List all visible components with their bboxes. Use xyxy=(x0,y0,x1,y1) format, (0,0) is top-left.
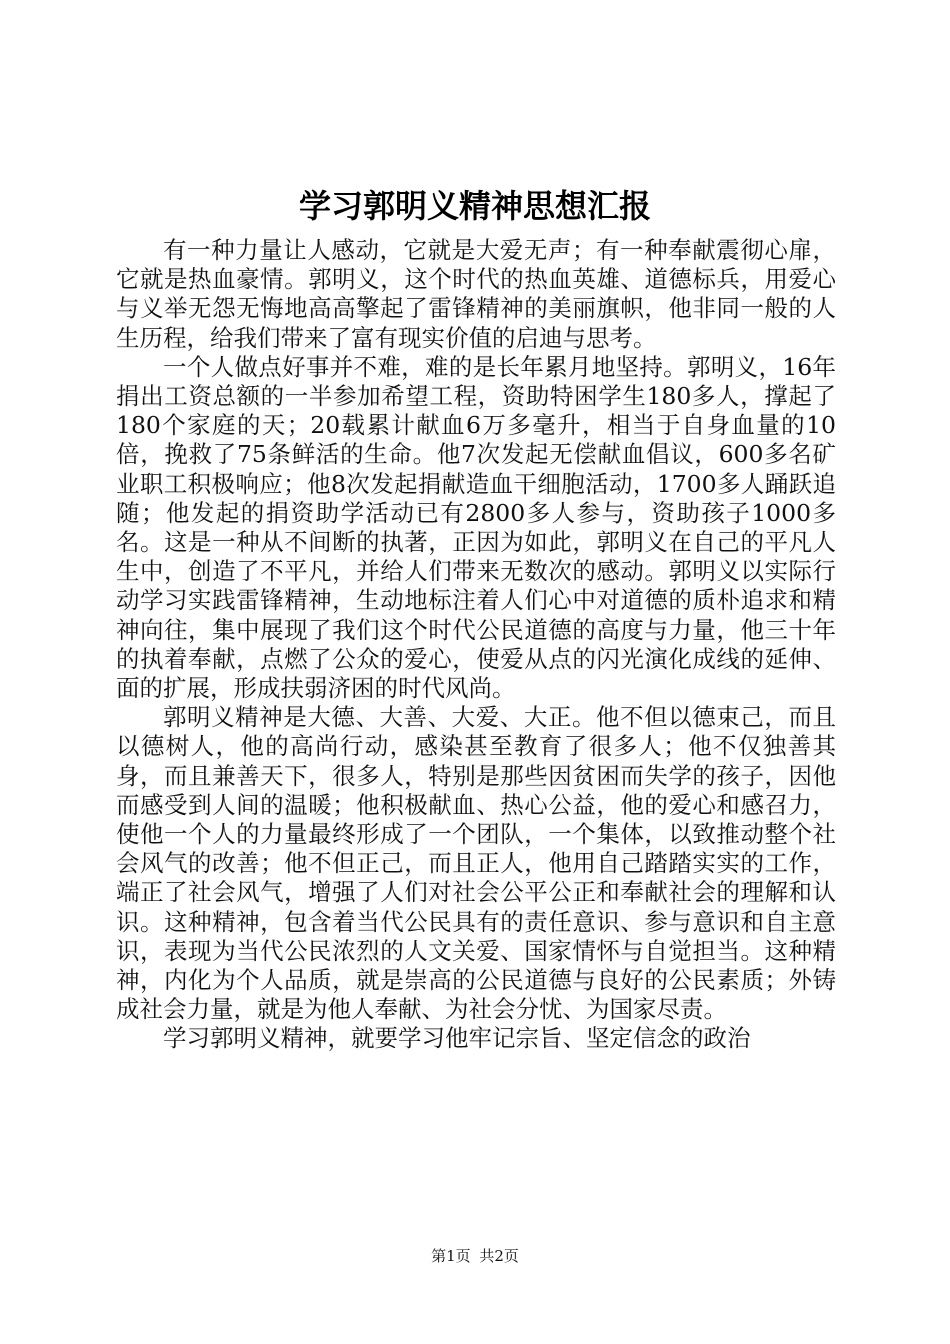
paragraph-4: 学习郭明义精神，就要学习他牢记宗旨、坚定信念的政治 xyxy=(163,1024,751,1053)
document-title: 学习郭明义精神思想汇报 xyxy=(298,187,651,225)
page-number-current: 第1页 xyxy=(431,1247,471,1265)
paragraph-2: 一个人做点好事并不难，难的是长年累月地坚持。郭明义，16年捐出工资总额的一半参加希望工程，资助特困学生180多人，撑起了180个家庭的天；20载累计献血6万多毫升，相当于自身血量的10倍，挽救了75条鲜活的生命。他7次发起无偿献血倡议，600多名矿业职工积极响应；他8次发起捐献造血干细胞活动，1700多人踊跃追随；他发起的捐资助学活动已有2800多人参与，资助孩子1000多名。这是一种从不间断的执著，正因为如此，郭明义在自己的平凡人生中，创造了不平凡，并给人们带来无数次的感动。郭明义以实际行动学习实践雷锋精神，生动地标注着人们心中对道德的质朴追求和精神向往，集中展现了我们这个时代公民道德的高度与力量，他三十年的执着奉献，点燃了公众的爱心，使爱从点的闪光演化成线的延伸、面的扩展，形成扶弱济困的时代风尚。 xyxy=(116,352,836,703)
paragraph-3: 郭明义精神是大德、大善、大爱、大正。他不但以德束己，而且以德树人，他的高尚行动，感染甚至教育了很多人；他不仅独善其身，而且兼善天下，很多人，特别是那些因贫困而失学的孩子，因他而感受到人间的温暖；他积极献血、热心公益，他的爱心和感召力，使他一个人的力量最终形成了一个团队，一个集体，以致推动整个社会风气的改善；他不但正己，而且正人，他用自己踏踏实实的工作，端正了社会风气，增强了人们对社会公平公正和奉献社会的理解和认识。这种精神，包含着当代公民具有的责任意识、参与意识和自主意识，表现为当代公民浓烈的人文关爱、国家情怀与自觉担当。这种精神，内化为个人品质，就是崇高的公民道德与良好的公民素质；外铸成社会力量，就是为他人奉献、为社会分忧、为国家尽责。 xyxy=(116,703,836,1024)
paragraph-1: 有一种力量让人感动，它就是大爱无声；有一种奉献震彻心扉，它就是热血豪情。郭明义，这个时代的热血英雄、道德标兵，用爱心与义举无怨无悔地高高擎起了雷锋精神的美丽旗帜，他非同一般的人生历程，给我们带来了富有现实价值的启迪与思考。 xyxy=(116,236,836,352)
page-number-total: 共2页 xyxy=(479,1247,519,1265)
page-footer xyxy=(0,1246,950,1266)
document-body xyxy=(116,236,836,1054)
